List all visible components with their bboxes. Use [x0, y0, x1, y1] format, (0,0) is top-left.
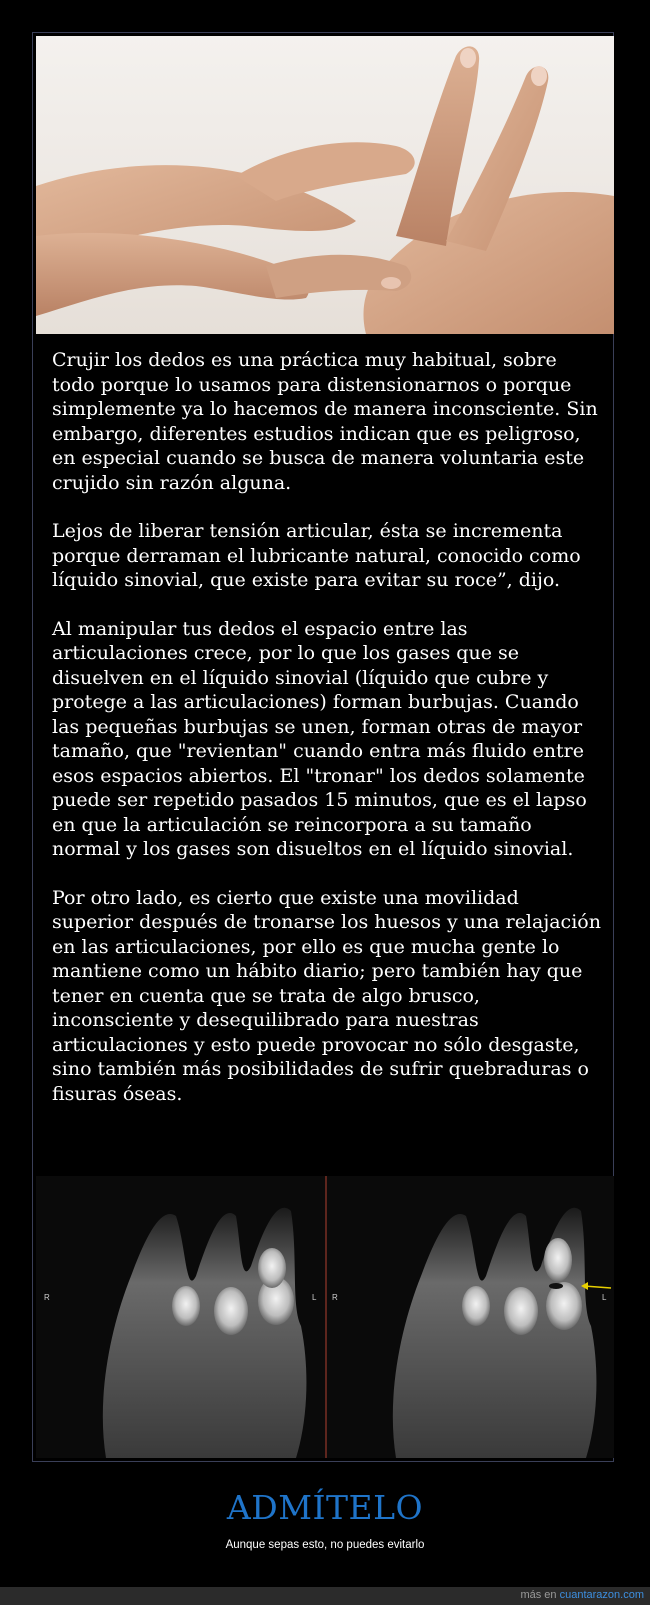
article-paragraph: Por otro lado, es cierto que existe una movilidad superior después de tronarse los huesos y una relajación en las articulaciones, por ello es que mucha gente lo mantiene como un hábito diario; pero también hay que tener en cuenta que se trata de algo brusco, inconsciente y desequilibrado para nuestras articulaciones y esto puede provocar no sólo desgaste, sino también más posibilidades de sufrir quebraduras o fisuras óseas.: [52, 886, 601, 1105]
article-paragraph: Crujir los dedos es una práctica muy habitual, sobre todo porque lo usamos para distensionarnos o porque simplemente ya lo hacemos de manera inconsciente. Sin embargo, diferentes estudios indican que es peligroso, en especial cuando se busca de manera voluntaria este crujido sin razón alguna.: [52, 349, 598, 494]
hands-photo: [36, 36, 614, 334]
post-subtitle: Aunque sepas esto, no puedes evitarlo: [225, 1539, 425, 1551]
site-link[interactable]: cuantarazon.com: [559, 1589, 644, 1601]
mri-label: R: [44, 1293, 50, 1302]
article-body: [52, 348, 602, 1130]
mri-label: L: [312, 1293, 317, 1302]
mri-label: L: [602, 1293, 607, 1302]
arrow-icon: [584, 1286, 611, 1288]
article-paragraph: Al manipular tus dedos el espacio entre las articulaciones crece, por lo que los gases que se disuelven en el líquido sinovial (líquido que cubre y protege a las articulaciones) forman burbujas. Cuando las pequeñas burbujas se unen, forman otras de mayor tamaño, que "revientan" cuando entra más fluido entre esos espacios abiertos. El "tronar" los dedos solamente puede ser repetido pasados 15 minutos, que es el lapso en que la articulación se reincorpora a su tamaño normal y los gases son disueltos en el líquido sinovial.: [52, 617, 587, 860]
article-paragraph: Lejos de liberar tensión articular, ésta se incrementa porque derraman el lubricante natural, conocido como líquido sinovial, que existe para evitar su roce”, dijo.: [52, 520, 581, 591]
mri-left-panel: [44, 1208, 317, 1458]
post-title: ADMÍTELO: [226, 1488, 424, 1527]
footer-text: [520, 1589, 644, 1601]
footer-bar: [0, 1587, 650, 1605]
mri-label: R: [332, 1293, 338, 1302]
mri-image: [36, 1176, 614, 1458]
mri-right-panel: [332, 1208, 611, 1458]
footer-prefix: más en: [520, 1589, 560, 1601]
